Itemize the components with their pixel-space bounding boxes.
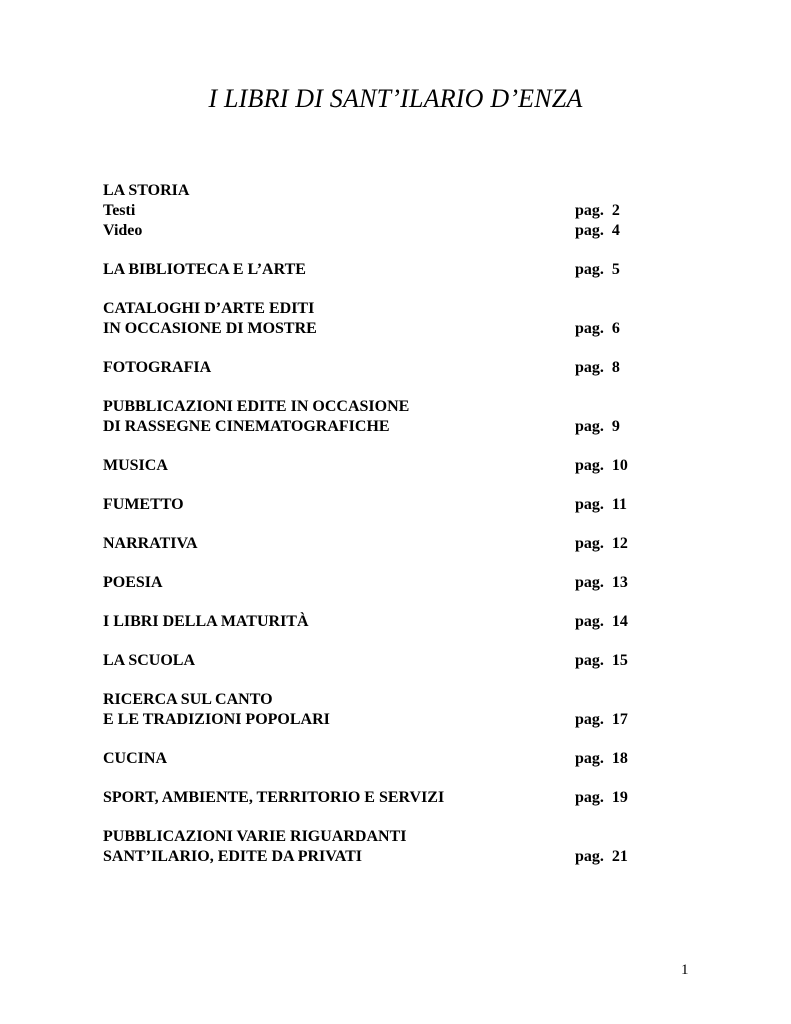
page-title: I LIBRI DI SANT’ILARIO D’ENZA <box>208 84 583 113</box>
toc-label: PUBBLICAZIONI VARIE RIGUARDANTI <box>103 828 407 845</box>
toc-label: IN OCCASIONE DI MOSTRE <box>103 320 317 337</box>
toc-entry <box>103 260 663 280</box>
toc-label: SPORT, AMBIENTE, TERRITORIO E SERVIZI <box>103 789 445 806</box>
toc-entry <box>103 358 663 378</box>
toc-label: LA BIBLIOTECA E L’ARTE <box>103 261 306 278</box>
toc-line <box>103 221 663 241</box>
toc-line <box>103 847 663 867</box>
toc-page-ref: pag. 17 <box>575 711 628 728</box>
toc-entry <box>103 788 663 808</box>
table-of-contents <box>103 181 663 886</box>
toc-line <box>103 358 663 378</box>
toc-page-ref: pag. 5 <box>575 261 620 278</box>
toc-line <box>103 710 663 730</box>
toc-page-ref: pag. 8 <box>575 359 620 376</box>
toc-label: CUCINA <box>103 750 167 767</box>
toc-entry <box>103 573 663 593</box>
toc-label: POESIA <box>103 574 163 591</box>
toc-line <box>103 573 663 593</box>
toc-line <box>103 417 663 437</box>
toc-page-ref: pag. 12 <box>575 535 628 552</box>
toc-line <box>103 456 663 476</box>
toc-line <box>103 534 663 554</box>
toc-page-ref: pag. 14 <box>575 613 628 630</box>
toc-label: FUMETTO <box>103 496 184 513</box>
toc-entry <box>103 749 663 769</box>
toc-page-ref: pag. 9 <box>575 418 620 435</box>
toc-entry <box>103 181 663 241</box>
toc-page-ref: pag. 19 <box>575 789 628 806</box>
toc-entry <box>103 534 663 554</box>
toc-label: LA SCUOLA <box>103 652 196 669</box>
toc-page-ref: pag. 2 <box>575 202 620 219</box>
toc-line <box>103 651 663 671</box>
toc-entry <box>103 827 663 867</box>
toc-label: PUBBLICAZIONI EDITE IN OCCASIONE <box>103 398 410 415</box>
toc-label: I LIBRI DELLA MATURITÀ <box>103 613 309 630</box>
toc-line <box>103 299 663 319</box>
toc-entry <box>103 456 663 476</box>
toc-page-ref: pag. 6 <box>575 320 620 337</box>
toc-label: Testi <box>103 202 136 219</box>
toc-entry <box>103 397 663 437</box>
toc-page-ref: pag. 15 <box>575 652 628 669</box>
toc-entry <box>103 495 663 515</box>
toc-page-ref: pag. 4 <box>575 222 620 239</box>
toc-line <box>103 181 663 201</box>
toc-label: FOTOGRAFIA <box>103 359 212 376</box>
page-number: 1 <box>681 962 689 978</box>
toc-line <box>103 260 663 280</box>
toc-label: NARRATIVA <box>103 535 198 552</box>
toc-page-ref: pag. 13 <box>575 574 628 591</box>
toc-entry <box>103 651 663 671</box>
toc-line <box>103 319 663 339</box>
toc-line <box>103 788 663 808</box>
toc-entry <box>103 690 663 730</box>
toc-label: RICERCA SUL CANTO <box>103 691 273 708</box>
toc-label: SANT’ILARIO, EDITE DA PRIVATI <box>103 848 363 865</box>
toc-label: DI RASSEGNE CINEMATOGRAFICHE <box>103 418 390 435</box>
toc-page-ref: pag. 10 <box>575 457 628 474</box>
toc-label: E LE TRADIZIONI POPOLARI <box>103 711 330 728</box>
toc-entry <box>103 612 663 632</box>
toc-line <box>103 397 663 417</box>
toc-entry <box>103 299 663 339</box>
toc-page-ref: pag. 21 <box>575 848 628 865</box>
toc-line <box>103 495 663 515</box>
toc-label: MUSICA <box>103 457 168 474</box>
toc-line <box>103 690 663 710</box>
toc-page-ref: pag. 18 <box>575 750 628 767</box>
toc-label: Video <box>103 222 143 239</box>
toc-page-ref: pag. 11 <box>575 496 628 513</box>
toc-label: CATALOGHI D’ARTE EDITI <box>103 300 315 317</box>
toc-line <box>103 612 663 632</box>
toc-line <box>103 827 663 847</box>
toc-line <box>103 749 663 769</box>
toc-line <box>103 201 663 221</box>
toc-label: LA STORIA <box>103 182 190 199</box>
